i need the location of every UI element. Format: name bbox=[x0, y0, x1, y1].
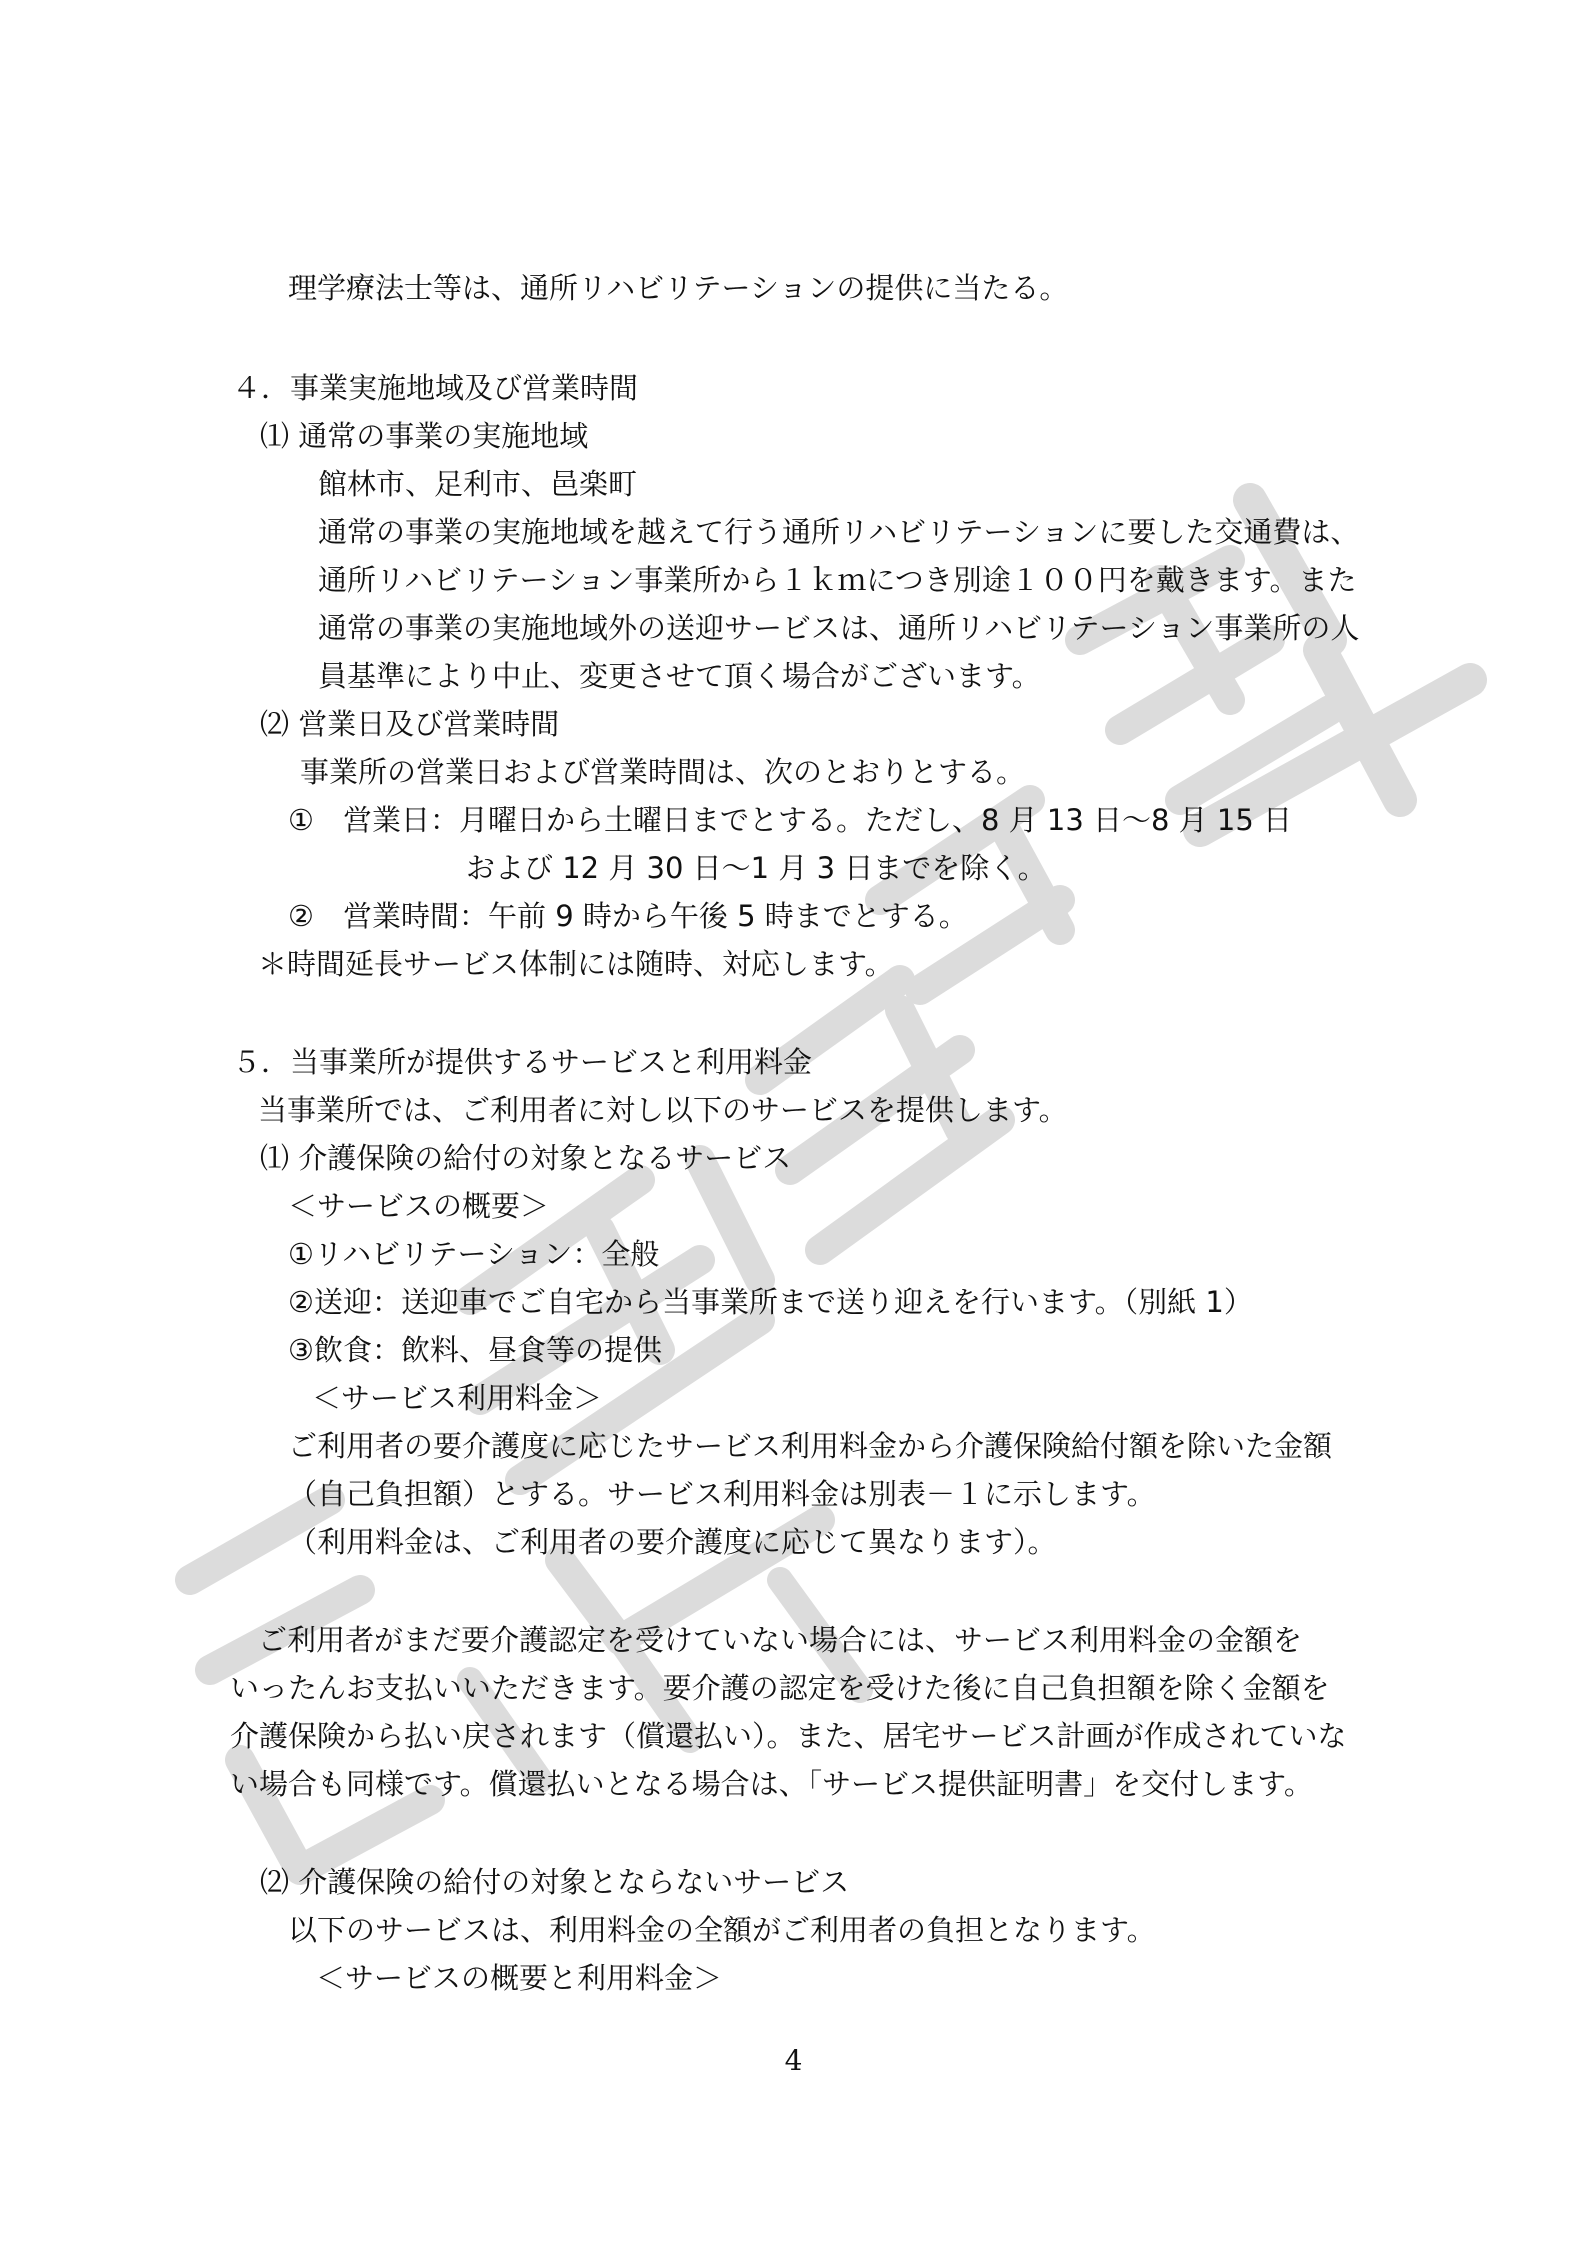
extended-hours-note: ＊時間延長サービス体制には随時、対応します。 bbox=[258, 947, 894, 981]
service-fee-text-line: ご利用者の要介護度に応じたサービス利用料金から介護保険給付額を除いた金額 bbox=[288, 1429, 1333, 1463]
section-4-2-heading: ⑵ 営業日及び営業時間 bbox=[260, 707, 560, 741]
service-area-text-line: 通常の事業の実施地域外の送迎サービスは、通所リハビリテーション事業所の人 bbox=[318, 611, 1360, 645]
reimbursement-paragraph-line: 介護保険から払い戻されます（償還払い）。また、居宅サービス計画が作成されていな bbox=[230, 1719, 1347, 1753]
service-area-text-line: 員基準により中止、変更させて頂く場合がございます。 bbox=[318, 659, 1041, 693]
intro-text: 理学療法士等は、通所リハビリテーションの提供に当たる。 bbox=[288, 271, 1069, 305]
reimbursement-paragraph-line: いったんお支払いいただきます。要介護の認定を受けた後に自己負担額を除く金額を bbox=[230, 1671, 1330, 1705]
section-4-1-heading: ⑴ 通常の事業の実施地域 bbox=[260, 419, 589, 453]
business-days-exceptions: および 12 月 30 日～1 月 3 日までを除く。 bbox=[466, 851, 1047, 885]
business-days-item: ① 営業日：月曜日から土曜日までとする。ただし、8 月 13 日～8 月 15 日 bbox=[288, 803, 1293, 837]
section-5-intro: 当事業所では、ご利用者に対し以下のサービスを提供します。 bbox=[258, 1093, 1068, 1127]
section-5-heading: ５．当事業所が提供するサービスと利用料金 bbox=[232, 1045, 813, 1079]
service-item: ②送迎：送迎車でご自宅から当事業所まで送り迎えを行います。（別紙 1） bbox=[288, 1285, 1253, 1319]
business-hours-intro: 事業所の営業日および営業時間は、次のとおりとする。 bbox=[300, 755, 1026, 789]
section-5-2-intro: 以下のサービスは、利用料金の全額がご利用者の負担となります。 bbox=[288, 1913, 1156, 1947]
section-5-2-heading: ⑵ 介護保険の給付の対象とならないサービス bbox=[260, 1865, 850, 1899]
section-5-1-heading: ⑴ 介護保険の給付の対象となるサービス bbox=[260, 1141, 792, 1175]
section-4-heading: ４．事業実施地域及び営業時間 bbox=[232, 371, 639, 405]
service-fee-text-line: （利用料金は、ご利用者の要介護度に応じて異なります）。 bbox=[288, 1525, 1057, 1559]
service-overview-label: ＜サービスの概要＞ bbox=[288, 1189, 550, 1223]
service-area-text-line: 通常の事業の実施地域を越えて行う通所リハビリテーションに要した交通費は、 bbox=[318, 515, 1360, 549]
service-fee-label: ＜サービス利用料金＞ bbox=[312, 1381, 603, 1415]
service-fee-text-line: （自己負担額）とする。サービス利用料金は別表－１に示します。 bbox=[288, 1477, 1156, 1511]
reimbursement-paragraph-line: い場合も同様です。償還払いとなる場合は、「サービス提供証明書」を交付します。 bbox=[230, 1767, 1313, 1801]
service-area-text-line: 通所リハビリテーション事業所から１ｋｍにつき別途１００円を戴きます。また bbox=[318, 563, 1357, 597]
reimbursement-paragraph-line: ご利用者がまだ要介護認定を受けていない場合には、サービス利用料金の金額を bbox=[258, 1623, 1303, 1657]
service-item: ③飲食：飲料、昼食等の提供 bbox=[288, 1333, 662, 1367]
service-overview-fee-label: ＜サービスの概要と利用料金＞ bbox=[316, 1961, 723, 1995]
service-area-cities: 館林市、足利市、邑楽町 bbox=[318, 467, 638, 501]
page-number: 4 bbox=[784, 2044, 803, 2077]
business-hours-item: ② 営業時間：午前 9 時から午後 5 時までとする。 bbox=[288, 899, 968, 933]
service-item: ①リハビリテーション：全般 bbox=[288, 1237, 660, 1271]
